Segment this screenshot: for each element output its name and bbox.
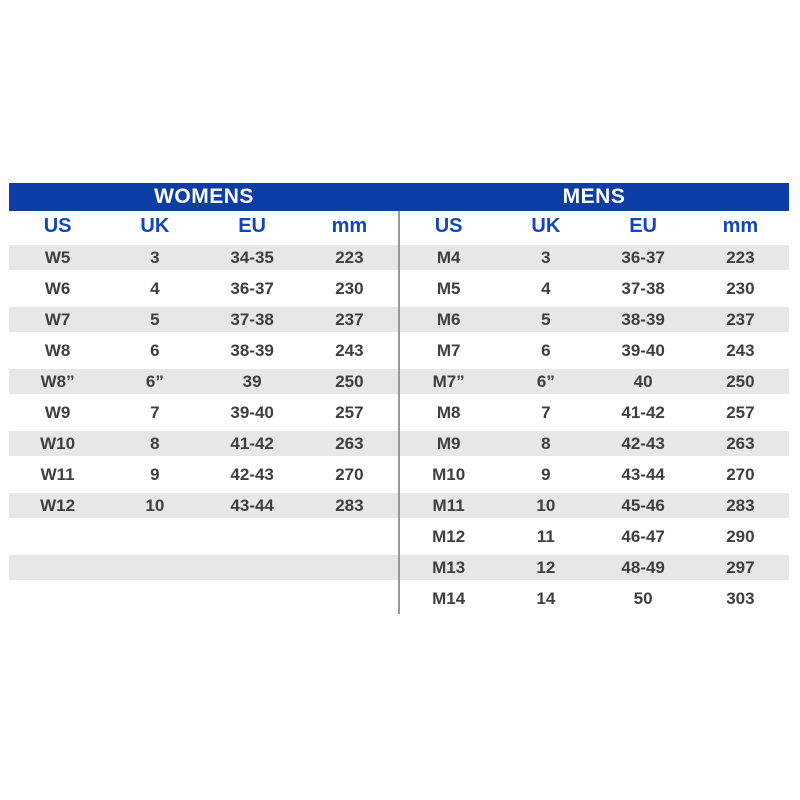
cell-uk: 7: [150, 402, 160, 422]
womens-column-headers: [9, 211, 398, 242]
cell-uk: 12: [536, 557, 556, 577]
cell-uk: 8: [150, 433, 160, 453]
cell-eu: 34-35: [230, 247, 274, 267]
table-row: [400, 242, 789, 273]
table-row: [9, 273, 398, 304]
cell-eu: 48-49: [621, 557, 665, 577]
table-row: [400, 335, 789, 366]
cell-mm: 230: [335, 278, 364, 298]
cell-uk: 9: [541, 464, 551, 484]
cell-us: W11: [40, 464, 75, 484]
cell-us: M12: [432, 526, 466, 546]
cell-uk: 10: [536, 495, 556, 515]
cell-mm: 257: [726, 402, 755, 422]
column-header-us: US: [43, 215, 72, 237]
table-row: [9, 335, 398, 366]
cell-eu: 36-37: [230, 278, 274, 298]
table-row: [9, 242, 398, 273]
cell-eu: 39-40: [230, 402, 274, 422]
table-row: [400, 583, 789, 614]
table-body: [9, 211, 789, 614]
shoe-size-chart-table: [9, 183, 789, 614]
cell-uk: 6: [541, 340, 551, 360]
cell-uk: 9: [150, 464, 160, 484]
cell-us: W9: [44, 402, 71, 422]
cell-mm: 243: [726, 340, 755, 360]
column-header-us: US: [434, 215, 463, 237]
cell-mm: 270: [726, 464, 755, 484]
cell-eu: 41-42: [230, 433, 274, 453]
mens-column-headers: [400, 211, 789, 242]
cell-eu: 38-39: [621, 309, 665, 329]
cell-mm: 270: [335, 464, 364, 484]
table-row: [400, 366, 789, 397]
column-header-uk: UK: [531, 215, 561, 237]
table-title-band: [9, 183, 789, 211]
cell-mm: 250: [726, 371, 755, 391]
cell-uk: 10: [145, 495, 165, 515]
cell-uk: 14: [536, 588, 556, 608]
column-header-mm: mm: [331, 215, 368, 237]
cell-mm: 243: [335, 340, 364, 360]
cell-us: M14: [432, 588, 466, 608]
cell-eu: 37-38: [230, 309, 274, 329]
cell-us: M4: [436, 247, 461, 267]
cell-eu: 45-46: [621, 495, 665, 515]
cell-mm: 303: [726, 588, 755, 608]
cell-us: M10: [432, 464, 466, 484]
cell-us: W5: [44, 247, 71, 267]
cell-us: M7: [436, 340, 461, 360]
cell-eu: 43-44: [621, 464, 665, 484]
cell-mm: 263: [726, 433, 755, 453]
table-row: [400, 304, 789, 335]
cell-mm: 257: [335, 402, 364, 422]
mens-section: [400, 211, 789, 614]
cell-mm: 263: [335, 433, 364, 453]
womens-rows: [9, 242, 398, 583]
cell-us: M13: [432, 557, 466, 577]
cell-mm: 237: [335, 309, 364, 329]
table-row: [400, 273, 789, 304]
cell-uk: 6: [150, 340, 160, 360]
table-row: [400, 459, 789, 490]
table-row: [9, 397, 398, 428]
cell-eu: 42-43: [230, 464, 274, 484]
table-row: [9, 428, 398, 459]
cell-uk: 5: [150, 309, 160, 329]
table-row: [400, 521, 789, 552]
cell-eu: 50: [633, 588, 653, 608]
table-row: [9, 490, 398, 521]
cell-mm: 250: [335, 371, 364, 391]
column-header-eu: EU: [238, 215, 267, 237]
column-header-mm: mm: [722, 215, 759, 237]
cell-us: M6: [436, 309, 461, 329]
cell-uk: 7: [541, 402, 551, 422]
cell-eu: 38-39: [230, 340, 274, 360]
table-row: [9, 366, 398, 397]
cell-us: M11: [432, 495, 465, 515]
womens-section-title: WOMENS: [154, 185, 254, 208]
cell-mm: 230: [726, 278, 755, 298]
cell-eu: 46-47: [621, 526, 665, 546]
table-row: [9, 304, 398, 335]
cell-uk: 4: [541, 278, 551, 298]
cell-eu: 39: [242, 371, 262, 391]
cell-us: W6: [44, 278, 71, 298]
cell-mm: 223: [726, 247, 755, 267]
cell-eu: 37-38: [621, 278, 665, 298]
cell-us: M7”: [432, 371, 465, 391]
table-row: [400, 490, 789, 521]
table-row: [400, 397, 789, 428]
cell-mm: 283: [335, 495, 364, 515]
mens-section-title: MENS: [562, 185, 626, 208]
cell-us: M8: [436, 402, 461, 422]
cell-mm: 283: [726, 495, 755, 515]
table-row: [9, 552, 398, 583]
cell-uk: 11: [536, 526, 555, 546]
cell-uk: 5: [541, 309, 551, 329]
womens-section: [9, 211, 398, 614]
cell-us: W8: [44, 340, 71, 360]
cell-eu: 40: [633, 371, 653, 391]
table-row: [400, 428, 789, 459]
cell-uk: 6”: [145, 371, 164, 391]
cell-mm: 290: [726, 526, 755, 546]
cell-mm: 237: [726, 309, 755, 329]
cell-eu: 39-40: [621, 340, 665, 360]
cell-mm: 297: [726, 557, 755, 577]
cell-us: M5: [436, 278, 461, 298]
column-header-uk: UK: [140, 215, 170, 237]
cell-uk: 3: [541, 247, 551, 267]
cell-us: W8”: [40, 371, 75, 391]
table-row: [9, 521, 398, 552]
cell-eu: 36-37: [621, 247, 665, 267]
cell-eu: 43-44: [230, 495, 274, 515]
cell-us: W12: [40, 495, 76, 515]
mens-rows: [400, 242, 789, 614]
cell-uk: 6”: [536, 371, 555, 391]
column-header-eu: EU: [629, 215, 658, 237]
table-row: [400, 552, 789, 583]
cell-eu: 42-43: [621, 433, 665, 453]
cell-us: W7: [44, 309, 71, 329]
cell-us: W10: [40, 433, 76, 453]
cell-uk: 3: [150, 247, 160, 267]
table-row: [9, 459, 398, 490]
cell-us: M9: [436, 433, 461, 453]
cell-uk: 4: [150, 278, 160, 298]
cell-eu: 41-42: [621, 402, 665, 422]
cell-uk: 8: [541, 433, 551, 453]
cell-mm: 223: [335, 247, 364, 267]
